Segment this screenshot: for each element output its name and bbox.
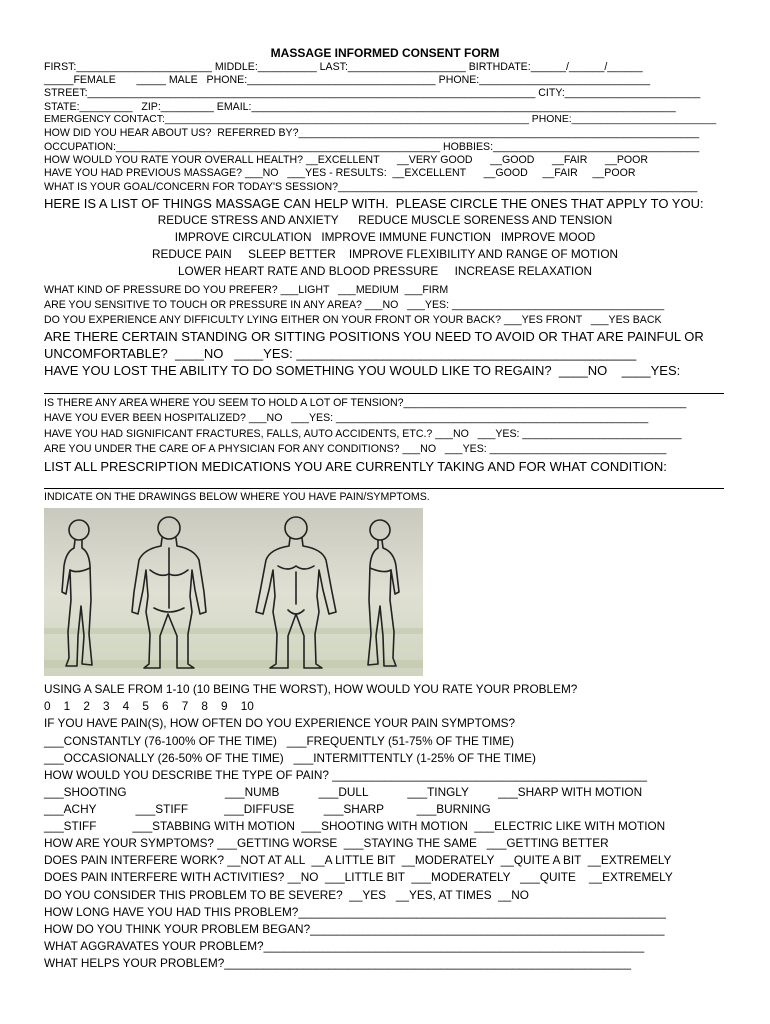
rating-scale-numbers[interactable]: 0 1 2 3 4 5 6 7 8 9 10 — [44, 699, 254, 713]
medications-answer-rule[interactable] — [44, 488, 724, 489]
cause-line[interactable]: HOW DO YOU THINK YOUR PROBLEM BEGAN?______________________________________________________ — [44, 922, 665, 936]
gender-phone-line[interactable]: _____FEMALE _____ MALE PHONE:________________________________ PHONE:_____________________________ — [44, 74, 651, 86]
body-diagram-image[interactable] — [44, 508, 423, 676]
pain-type-question[interactable]: HOW WOULD YOU DESCRIBE THE TYPE OF PAIN? ________________________________________________ — [44, 768, 648, 782]
help-options-row-1[interactable]: REDUCE STRESS AND ANXIETY REDUCE MUSCLE SORENESS AND TENSION — [157, 213, 613, 227]
pain-type-options-1[interactable]: ___SHOOTING ___NUMB ___DULL ___TINGLY ___SHARP WITH MOTION — [44, 785, 643, 799]
tension-area-line[interactable]: IS THERE ANY AREA WHERE YOU SEEM TO HOLD A LOT OF TENSION?________________________________________________ — [44, 397, 687, 409]
positions-answer-line[interactable]: UNCOMFORTABLE? ____NO ____YES: _______________________________________________ — [44, 346, 637, 361]
lost-ability-answer-rule[interactable] — [44, 393, 724, 394]
lying-difficulty-line[interactable]: DO YOU EXPERIENCE ANY DIFFICULTY LYING EITHER ON YOUR FRONT OR YOUR BACK? ___YES FRONT ___YES BACK — [44, 314, 662, 326]
referral-line[interactable]: HOW DID YOU HEAR ABOUT US? REFERRED BY?____________________________________________________________________ — [44, 127, 700, 139]
drawings-instruction: INDICATE ON THE DRAWINGS BELOW WHERE YOU HAVE PAIN/SYMPTOMS. — [44, 491, 430, 503]
overall-health-line[interactable]: HOW WOULD YOU RATE YOUR OVERALL HEALTH? __EXCELLENT __VERY GOOD __GOOD __FAIR __POOR — [44, 154, 649, 166]
medications-question: LIST ALL PRESCRIPTION MEDICATIONS YOU ARE CURRENTLY TAKING AND FOR WHAT CONDITION: — [44, 459, 667, 474]
activity-interference-line[interactable]: DOES PAIN INTERFERE WITH ACTIVITIES? __NO ___LITTLE BIT ___MODERATELY ___QUITE __EXTREMELY — [44, 870, 673, 884]
pain-type-options-2[interactable]: ___ACHY ___STIFF ___DIFFUSE ___SHARP ___BURNING — [44, 802, 491, 816]
help-options-row-3[interactable]: REDUCE PAIN SLEEP BETTER IMPROVE FLEXIBILITY AND RANGE OF MOTION — [151, 247, 619, 261]
name-birthdate-line[interactable]: FIRST:_______________________ MIDDLE:__________ LAST:____________________ BIRTHDATE:______/______/______ — [44, 61, 643, 73]
occupation-hobbies-line[interactable]: OCCUPATION:_______________________________________________________ HOBBIES:___________________________________ — [44, 141, 700, 153]
rating-scale-question: USING A SALE FROM 1-10 (10 BEING THE WORST), HOW WOULD YOU RATE YOUR PROBLEM? — [44, 682, 578, 696]
symptom-trend-line[interactable]: HOW ARE YOUR SYMPTOMS? ___GETTING WORSE ___STAYING THE SAME ___GETTING BETTER — [44, 836, 609, 850]
positions-question: ARE THERE CERTAIN STANDING OR SITTING POSITIONS YOU NEED TO AVOID OR THAT ARE PAINFUL OR — [44, 329, 704, 344]
pain-type-options-3[interactable]: ___STIFF ___STABBING WITH MOTION ___SHOOTING WITH MOTION ___ELECTRIC LIKE WITH MOTION — [44, 819, 666, 833]
form-title: MASSAGE INFORMED CONSENT FORM — [270, 46, 500, 60]
frequency-options-2[interactable]: ___OCCASIONALLY (26-50% OF THE TIME) ___INTERMITTENTLY (1-25% OF THE TIME) — [44, 751, 536, 765]
previous-massage-line[interactable]: HAVE YOU HAD PREVIOUS MASSAGE? ___NO ___YES - RESULTS: __EXCELLENT __GOOD __FAIR __POOR — [44, 167, 636, 179]
sensitivity-line[interactable]: ARE YOU SENSITIVE TO TOUCH OR PRESSURE IN ANY AREA? ___NO ___YES: ____________________________________ — [44, 299, 665, 311]
duration-line[interactable]: HOW LONG HAVE YOU HAD THIS PROBLEM?________________________________________________________ — [44, 905, 666, 919]
lost-ability-line[interactable]: HAVE YOU LOST THE ABILITY TO DO SOMETHING YOU WOULD LIKE TO REGAIN? ____NO ____YES: — [44, 363, 681, 378]
pressure-preference-line[interactable]: WHAT KIND OF PRESSURE DO YOU PREFER? ___LIGHT ___MEDIUM ___FIRM — [44, 284, 449, 296]
physician-care-line[interactable]: ARE YOU UNDER THE CARE OF A PHYSICIAN FOR ANY CONDITIONS? ___NO ___YES: ______________________________ — [44, 443, 667, 455]
hospitalized-line[interactable]: HAVE YOU EVER BEEN HOSPITALIZED? ___NO ___YES: _____________________________________________________ — [44, 412, 649, 424]
session-goal-line[interactable]: WHAT IS YOUR GOAL/CONCERN FOR TODAY'S SESSION?_____________________________________________________________ — [44, 181, 698, 193]
state-zip-email-line[interactable]: STATE:_________ ZIP:_________ EMAIL:________________________________________________________________________ — [44, 101, 676, 113]
street-city-line[interactable]: STREET:____________________________________________________________________________ CITY:_______________________ — [44, 87, 701, 99]
work-interference-line[interactable]: DOES PAIN INTERFERE WORK? __NOT AT ALL __A LITTLE BIT __MODERATELY __QUITE A BIT __EXTREMELY — [44, 853, 672, 867]
frequency-options-1[interactable]: ___CONSTANTLY (76-100% OF THE TIME) ___FREQUENTLY (51-75% OF THE TIME) — [44, 734, 515, 748]
emergency-contact-line[interactable]: EMERGENCY CONTACT:_______________________________________________________________ PHONE:_________________________ — [44, 114, 717, 125]
severity-line[interactable]: DO YOU CONSIDER THIS PROBLEM TO BE SEVERE? __YES __YES, AT TIMES __NO — [44, 888, 529, 902]
help-list-heading: HERE IS A LIST OF THINGS MASSAGE CAN HELP WITH. PLEASE CIRCLE THE ONES THAT APPLY TO YOU: — [44, 196, 704, 211]
fractures-line[interactable]: HAVE YOU HAD SIGNIFICANT FRACTURES, FALLS, AUTO ACCIDENTS, ETC.? ___NO ___YES: ___________________________ — [44, 428, 682, 440]
help-options-row-2[interactable]: IMPROVE CIRCULATION IMPROVE IMMUNE FUNCTION IMPROVE MOOD — [174, 230, 596, 244]
pain-frequency-question: IF YOU HAVE PAIN(S), HOW OFTEN DO YOU EXPERIENCE YOUR PAIN SYMPTOMS? — [44, 716, 516, 730]
helps-line[interactable]: WHAT HELPS YOUR PROBLEM?______________________________________________________________ — [44, 956, 632, 970]
help-options-row-4[interactable]: LOWER HEART RATE AND BLOOD PRESSURE INCREASE RELAXATION — [177, 264, 593, 278]
aggravates-line[interactable]: WHAT AGGRAVATES YOUR PROBLEM?__________________________________________________________ — [44, 939, 645, 953]
